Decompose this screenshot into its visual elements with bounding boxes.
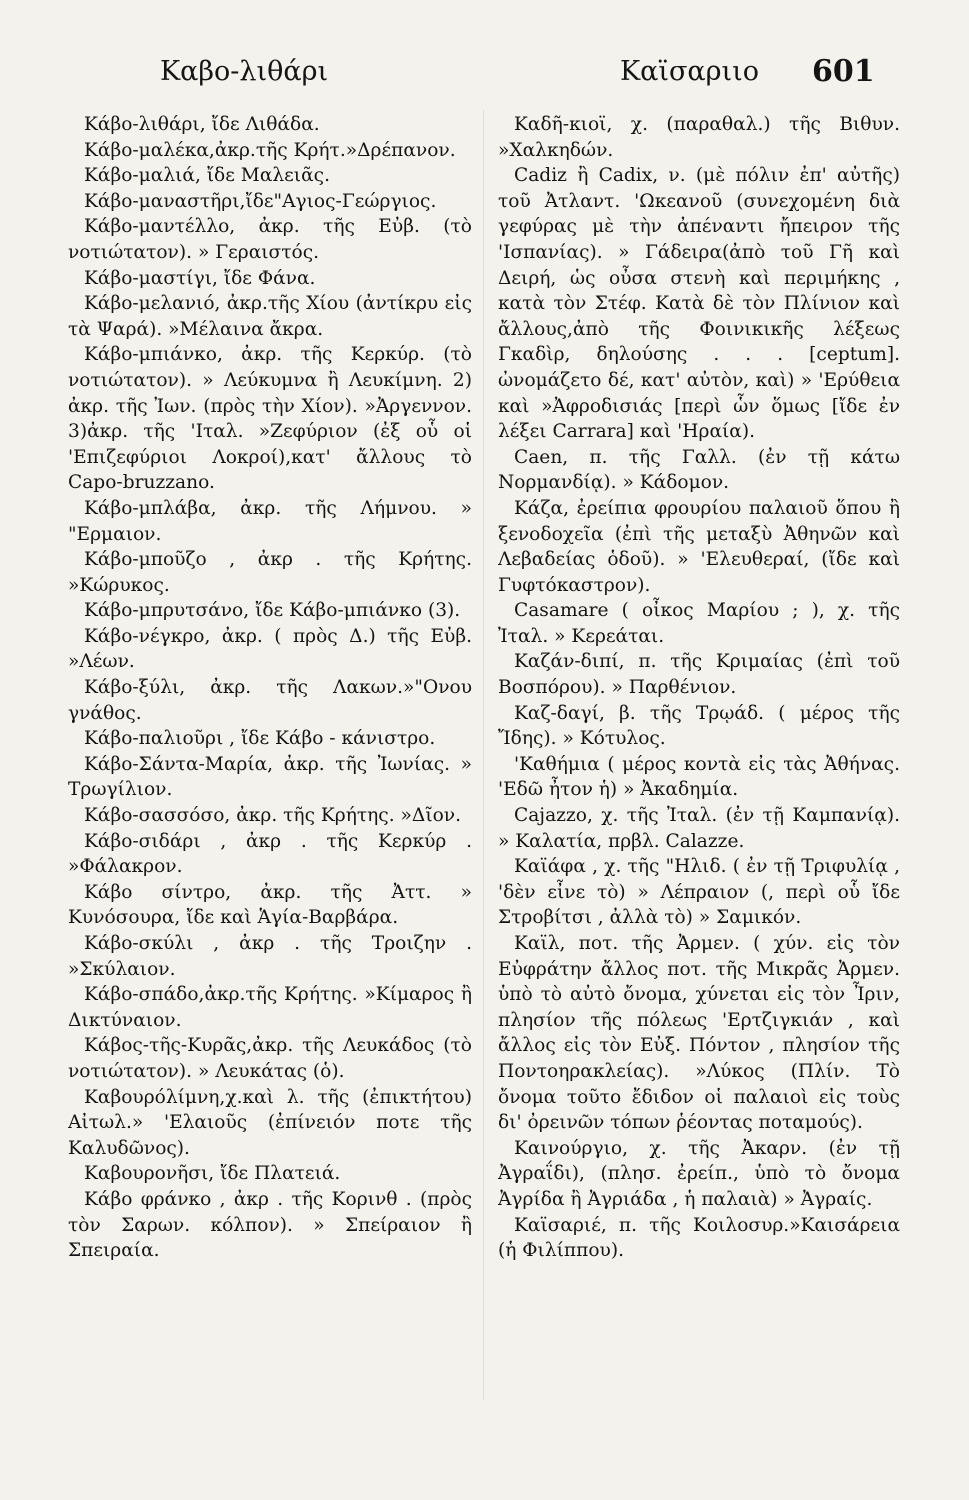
left-column bbox=[68, 112, 472, 1412]
dictionary-entry: Κάβο-μελανιό, ἀκρ.τῆς Χίου (ἀντίκρυ εἰς τὰ Ψαρά). »Μέλαινα ἄκρα. bbox=[68, 293, 472, 340]
header-left-word: Καβο-λιθάρι bbox=[160, 56, 329, 87]
dictionary-entry: Κάβο-σασσόσο, ἀκρ. τῆς Κρήτης. »Δῖον. bbox=[84, 805, 462, 827]
dictionary-entry: Καϊσαριέ, π. τῆς Κοιλοσυρ.»Καισάρεια (ἡ Φιλίππου). bbox=[498, 1214, 900, 1262]
running-header bbox=[160, 54, 875, 96]
dictionary-entry: Καζ-δαγί, β. τῆς Τρῳάδ. ( μέρος τῆς Ἴδης). » Κότυλος. bbox=[498, 702, 900, 750]
dictionary-entry: Casamare ( οἶκος Μαρίου ; ), χ. τῆς Ἰταλ. » Κερεάται. bbox=[498, 600, 900, 647]
dictionary-entry: Κάζα, ἐρείπια φρουρίου παλαιοῦ ὅπου ἢ ξενοδοχεῖα (ἐπὶ τῆς μεταξὺ Ἀθηνῶν καὶ Λεβαδείας ὁδοῦ). » 'Ελευθεραί, (ἴδε καὶ Γυφτόκαστρον). bbox=[498, 497, 900, 596]
header-right-word: Καϊσαριιο bbox=[620, 56, 759, 87]
dictionary-entry: Κάβο-μπλάβα, ἀκρ. τῆς Λήμνου. » "Ερμαιον. bbox=[68, 497, 472, 545]
page-number: 601 bbox=[812, 54, 875, 89]
dictionary-entry: Κάβος-τῆς-Κυρᾶς,ἀκρ. τῆς Λευκάδος (τὸ νοτιώτατον). » Λευκάτας (ὁ). bbox=[68, 1035, 472, 1082]
dictionary-entry: Κάβο-μαλιά, ἴδε Μαλειᾶς. bbox=[84, 165, 330, 187]
dictionary-entry: Κάβο-σκύλι , ἀκρ . τῆς Τροιζην . »Σκύλαιον. bbox=[68, 933, 472, 980]
dictionary-entry: Κάβο σίντρο, ἀκρ. τῆς Ἀττ. » Κυνόσουρα, ἴδε καὶ Ἁγία-Βαρβάρα. bbox=[68, 881, 472, 929]
dictionary-entry: Caen, π. τῆς Γαλλ. (ἐν τῇ κάτω Νορμανδίᾳ). » Κάδομον. bbox=[498, 446, 900, 494]
dictionary-entry: Καβουρονῆσι, ἴδε Πλατειά. bbox=[84, 1163, 341, 1185]
dictionary-entry: Κάβο-σπάδο,ἀκρ.τῆς Κρήτης. »Κίμαρος ἢ Δικτύναιον. bbox=[68, 984, 472, 1031]
dictionary-entry: Κάβο-μαναστῆρι,ἴδε"Αγιος-Γεώργιος. bbox=[84, 190, 437, 212]
dictionary-entry: Κάβο-Σάντα-Μαρία, ἀκρ. τῆς Ἰωνίας. » Τρωγίλιον. bbox=[68, 753, 472, 801]
dictionary-entry: Καζάν-διπί, π. τῆς Κριμαίας (ἐπὶ τοῦ Βοσπόρου). » Παρθένιον. bbox=[498, 651, 900, 699]
dictionary-entry: Κάβο-μπρυτσάνο, ἴδε Κάβο-μπιάνκο (3). bbox=[84, 600, 461, 622]
dictionary-entry: Κάβο-λιθάρι, ἴδε Λιθάδα. bbox=[84, 114, 320, 135]
dictionary-entry: Κάβο-μαλέκα,ἀκρ.τῆς Κρήτ.»Δρέπανον. bbox=[84, 139, 456, 161]
dictionary-entry: Κάβο-νέγκρο, ἀκρ. ( πρὸς Δ.) τῆς Εὐβ. »Λέων. bbox=[68, 625, 472, 673]
dictionary-entry: Cajazzo, χ. τῆς Ἰταλ. (ἐν τῇ Καμπανίᾳ). » Καλατία, πρβλ. Calazze. bbox=[498, 805, 900, 852]
right-column bbox=[498, 112, 900, 1412]
dictionary-entry: Κάβο-μποῦζο , ἀκρ . τῆς Κρήτης. »Κώρυκος. bbox=[68, 549, 472, 596]
column-gutter bbox=[483, 110, 484, 1400]
dictionary-entry: Κάβο-ξύλι, ἀκρ. τῆς Λακων.»"Ονου γνάθος. bbox=[68, 677, 472, 724]
dictionary-entry: Καϊλ, ποτ. τῆς Ἀρμεν. ( χύν. εἰς τὸν Εὐφράτην ἄλλος ποτ. τῆς Μικρᾶς Ἀρμεν. ὑπὸ τὸ αὐτὸ ὄνομα, χύνεται εἰς τὸν Ἶριν, πλησίον τῆς πόλεως 'Ερτζιγκιάν , καὶ ἄλλος εἰς τὸν Εὐξ. Πόντον , πλησίον τῆς Ποντοηρακλείας). »Λύκος (Πλίν. Τὸ ὄνομα τοῦτο ἔδιδον οἱ παλαιοὶ εἰς τοὺς δι' ὀρεινῶν τόπων ῥέοντας ποταμούς). bbox=[498, 933, 900, 1134]
dictionary-entry: Κάβο-μαστίγι, ἴδε Φάνα. bbox=[84, 267, 316, 289]
dictionary-entry: Κάβο φράνκο , ἀκρ . τῆς Κορινθ . (πρὸς τὸν Σαρων. κόλπον). » Σπείραιον ἢ Σπειραία. bbox=[68, 1188, 472, 1262]
dictionary-entry: 'Καθήμια ( μέρος κοντὰ εἰς τὰς Ἀθήνας. 'Εδῶ ἦτον ἡ) » Ἀκαδημία. bbox=[498, 753, 900, 801]
dictionary-entry: Κάβο-μαντέλλο, ἀκρ. τῆς Εὐβ. (τὸ νοτιώτατον). » Γεραιστός. bbox=[68, 216, 472, 263]
dictionary-entry: Καϊάφα , χ. τῆς "Ηλιδ. ( ἐν τῇ Τριφυλίᾳ , 'δὲν εἶνε τὸ) » Λέπραιον (, περὶ οὗ ἴδε Στροβίτσι , ἀλλὰ τὸ) » Σαμικόν. bbox=[498, 856, 900, 929]
dictionary-entry: Κάβο-παλιοῦρι , ἴδε Κάβο - κάνιστρο. bbox=[84, 728, 436, 750]
dictionary-entry: Cadiz ἢ Cadix, ν. (μὲ πόλιν ἐπ' αὐτῆς) τοῦ Ἀτλαντ. 'Ωκεανοῦ (συνεχομένη διὰ γεφύρας μὲ τὴν ἀπέναντι ἤπειρον τῆς 'Ισπανίας). » Γάδειρα(ἀπὸ τοῦ Γῆ καὶ Δειρή, ὡς οὖσα στενὴ καὶ περιμήκης , κατὰ τὸν Στέφ. Κατὰ δὲ τὸν Πλίνιον καὶ ἄλλους,ἀπὸ τῆς Φοινικικῆς λέξεως Γκαδὶρ, δηλούσης . . . [ceptum]. ὠνομάζετο δέ, κατ' αὐτὸν, καὶ) » 'Ερύθεια καὶ »Ἀφροδισιάς [περὶ ὧν ὅμως [ἴδε ἐν λέξει Carrara] καὶ 'Ηραία). bbox=[498, 165, 900, 443]
dictionary-entry: Κάβο-μπιάνκο, ἀκρ. τῆς Κερκύρ. (τὸ νοτιώτατον). » Λεύκυμνα ἢ Λευκίμνη. 2) ἀκρ. τῆς Ἰων. (πρὸς τὴν Χίον). »Ἀργεννον. 3)ἀκρ. τῆς 'Ιταλ. »Ζεφύριον (ἐξ οὗ οἱ 'Επιζεφύριοι Λοκροί),κατ' ἄλλους τὸ Capo-bruzzano. bbox=[68, 344, 472, 494]
dictionary-entry: Καδῆ-κιοϊ, χ. (παραθαλ.) τῆς Βιθυν. »Χαλκηδών. bbox=[498, 114, 900, 161]
dictionary-entry: Καινούργιο, χ. τῆς Ἀκαρν. (ἐν τῇ Ἀγραΐδι), (πλησ. ἐρείπ., ὑπὸ τὸ ὄνομα Ἀγρίδα ἢ Ἀγριάδα , ἡ παλαιὰ) » Ἀγραίς. bbox=[498, 1137, 900, 1210]
dictionary-entry: Καβουρόλίμνη,χ.καὶ λ. τῆς (ἐπικτήτου) Αἰτωλ.» 'Ελαιοῦς (ἐπίνειόν ποτε τῆς Καλυδῶνος). bbox=[68, 1086, 472, 1159]
dictionary-entry: Κάβο-σιδάρι , ἀκρ . τῆς Κερκύρ . »Φάλακρον. bbox=[68, 830, 472, 878]
